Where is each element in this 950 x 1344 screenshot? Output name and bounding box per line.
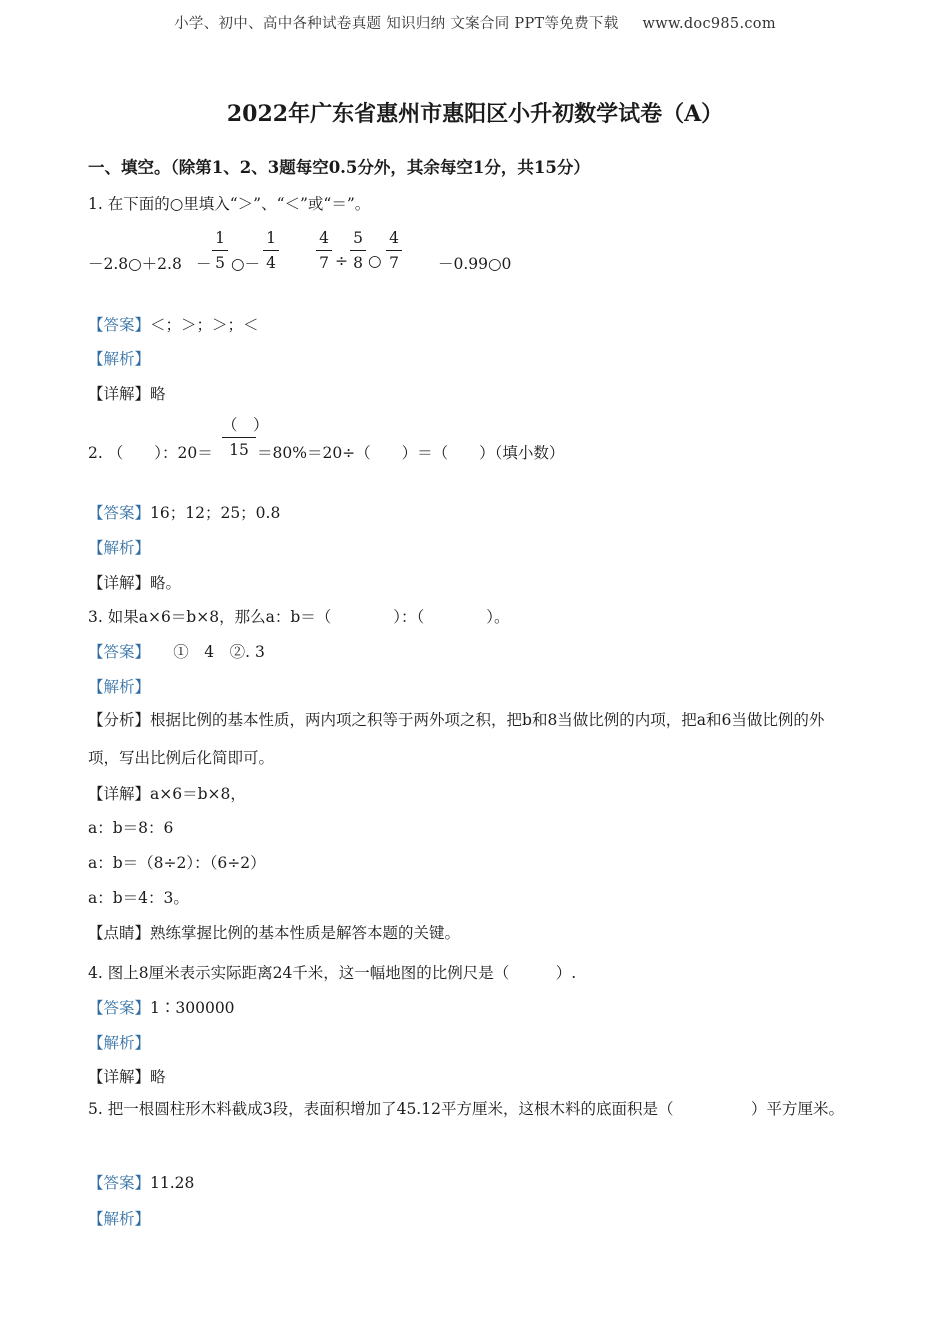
detail-text: a×6＝b×8， [150,785,246,803]
q1-fraction-5 [386,228,402,273]
fraction-denominator: 7 [389,254,399,272]
q3-fenxi [88,701,848,777]
answer-text: ① 4 ②. 3 [142,643,265,661]
q4-answer [88,996,235,1018]
q1-minus: － [196,255,212,273]
detail-tag: 【详解】 [88,1068,151,1086]
q3-answer [88,640,265,662]
fraction-numerator: 4 [389,229,399,247]
detail-tag: 【详解】 [88,785,151,803]
analysis-tag: 【解析】 [88,678,151,696]
q3-step-1: a：b＝8：6 [88,819,174,837]
q2-prefix: 2. （ ）：20＝ [88,444,213,462]
q4-analysis [88,1031,150,1053]
fraction-denominator: 5 [215,254,225,272]
dianjing-text: 熟练掌握比例的基本性质是解答本题的关键。 [150,924,461,942]
analysis-tag: 【解析】 [88,1034,151,1052]
q1-stem: 1. 在下面的○里填入“＞”、“＜”或“＝”。 [88,195,371,213]
q3-stem: 3. 如果a×6＝b×8，那么a：b＝（ ）：（ ）。 [88,608,510,626]
fraction-bar [222,437,256,438]
answer-tag: 【答案】 [88,316,151,334]
dianjing-tag: 【点睛】 [88,924,151,942]
q2-fraction [222,415,269,460]
q1-detail [88,382,166,404]
fenxi-tag: 【分析】 [88,711,151,729]
page-title: 2022年广东省惠州市惠阳区小升初数学试卷（A） [226,101,724,127]
q1-circle: ○ [368,252,382,270]
fraction-denominator: 8 [353,254,363,272]
q5-stem: 5. 把一根圆柱形木料截成3段，表面积增加了45.12平方厘米，这根木料的底面积是（ ）平方厘米。 [88,1100,844,1118]
fraction-denominator: 15 [229,441,249,459]
q4-detail [88,1065,166,1087]
q1-fraction-4 [350,228,366,273]
analysis-tag: 【解析】 [88,539,151,557]
q1-divide: ÷ [335,252,348,270]
section-heading: 一、填空。（除第1、2、3题每空0.5分外，其余每空1分，共15分） [88,158,590,177]
header-url[interactable]: www.doc985.com [642,16,776,32]
detail-tag: 【详解】 [88,385,151,403]
q1-expr4: －0.99○0 [438,255,512,273]
detail-text: 略 [150,1068,166,1086]
analysis-tag: 【解析】 [88,350,151,368]
q1-circle-minus: ○－ [231,255,261,273]
detail-text: 略。 [150,574,182,592]
q3-step-3: a：b＝4：3。 [88,889,189,907]
answer-tag: 【答案】 [88,643,143,661]
fraction-numerator: 1 [266,229,276,247]
fraction-bar [263,250,279,251]
fraction-bar [350,250,366,251]
page-header [0,12,950,33]
fraction-bar [316,250,332,251]
fraction-bar [386,250,402,251]
fraction-denominator: 4 [266,254,276,272]
detail-tag: 【详解】 [88,574,151,592]
q5-answer [88,1171,194,1193]
q2-answer [88,501,280,523]
answer-text: 16；12；25；0.8 [150,504,281,522]
q1-analysis [88,347,150,369]
fraction-numerator: （ ） [222,416,269,434]
answer-text: 11.28 [150,1174,195,1192]
fraction-numerator: 4 [319,229,329,247]
answer-text: ＜；＞；＞；＜ [150,316,259,334]
q1-fraction-1 [212,228,228,273]
fraction-bar [212,250,228,251]
q3-analysis [88,675,150,697]
answer-text: 1∶300000 [150,999,235,1017]
q4-stem: 4. 图上8厘米表示实际距离24千米，这一幅地图的比例尺是（ ）. [88,964,577,982]
q1-fraction-2 [263,228,279,273]
q1-answer [88,313,259,335]
answer-tag: 【答案】 [88,504,151,522]
q1-fraction-3 [316,228,332,273]
detail-text: 略 [150,385,166,403]
q2-analysis [88,536,150,558]
q2-detail [88,571,181,593]
q3-detail [88,782,246,804]
q2-suffix: ＝80%＝20÷（ ）＝（ ）（填小数） [257,444,565,462]
q3-step-2: a：b＝（8÷2）：（6÷2） [88,854,266,872]
analysis-tag: 【解析】 [88,1210,151,1228]
answer-tag: 【答案】 [88,999,151,1017]
fraction-numerator: 5 [353,229,363,247]
q5-analysis [88,1207,150,1229]
fenxi-text: 根据比例的基本性质，两内项之积等于两外项之积，把b和8当做比例的内项，把a和6当做比例的外项，写出比例后化简即可。 [88,711,825,767]
q1-expr1: －2.8○＋2.8 [88,255,182,273]
q3-dianjing [88,921,460,943]
fraction-denominator: 7 [319,254,329,272]
fraction-numerator: 1 [215,229,225,247]
header-text: 小学、初中、高中各种试卷真题 知识归纳 文案合同 PPT等免费下载 [174,16,619,32]
answer-tag: 【答案】 [88,1174,151,1192]
